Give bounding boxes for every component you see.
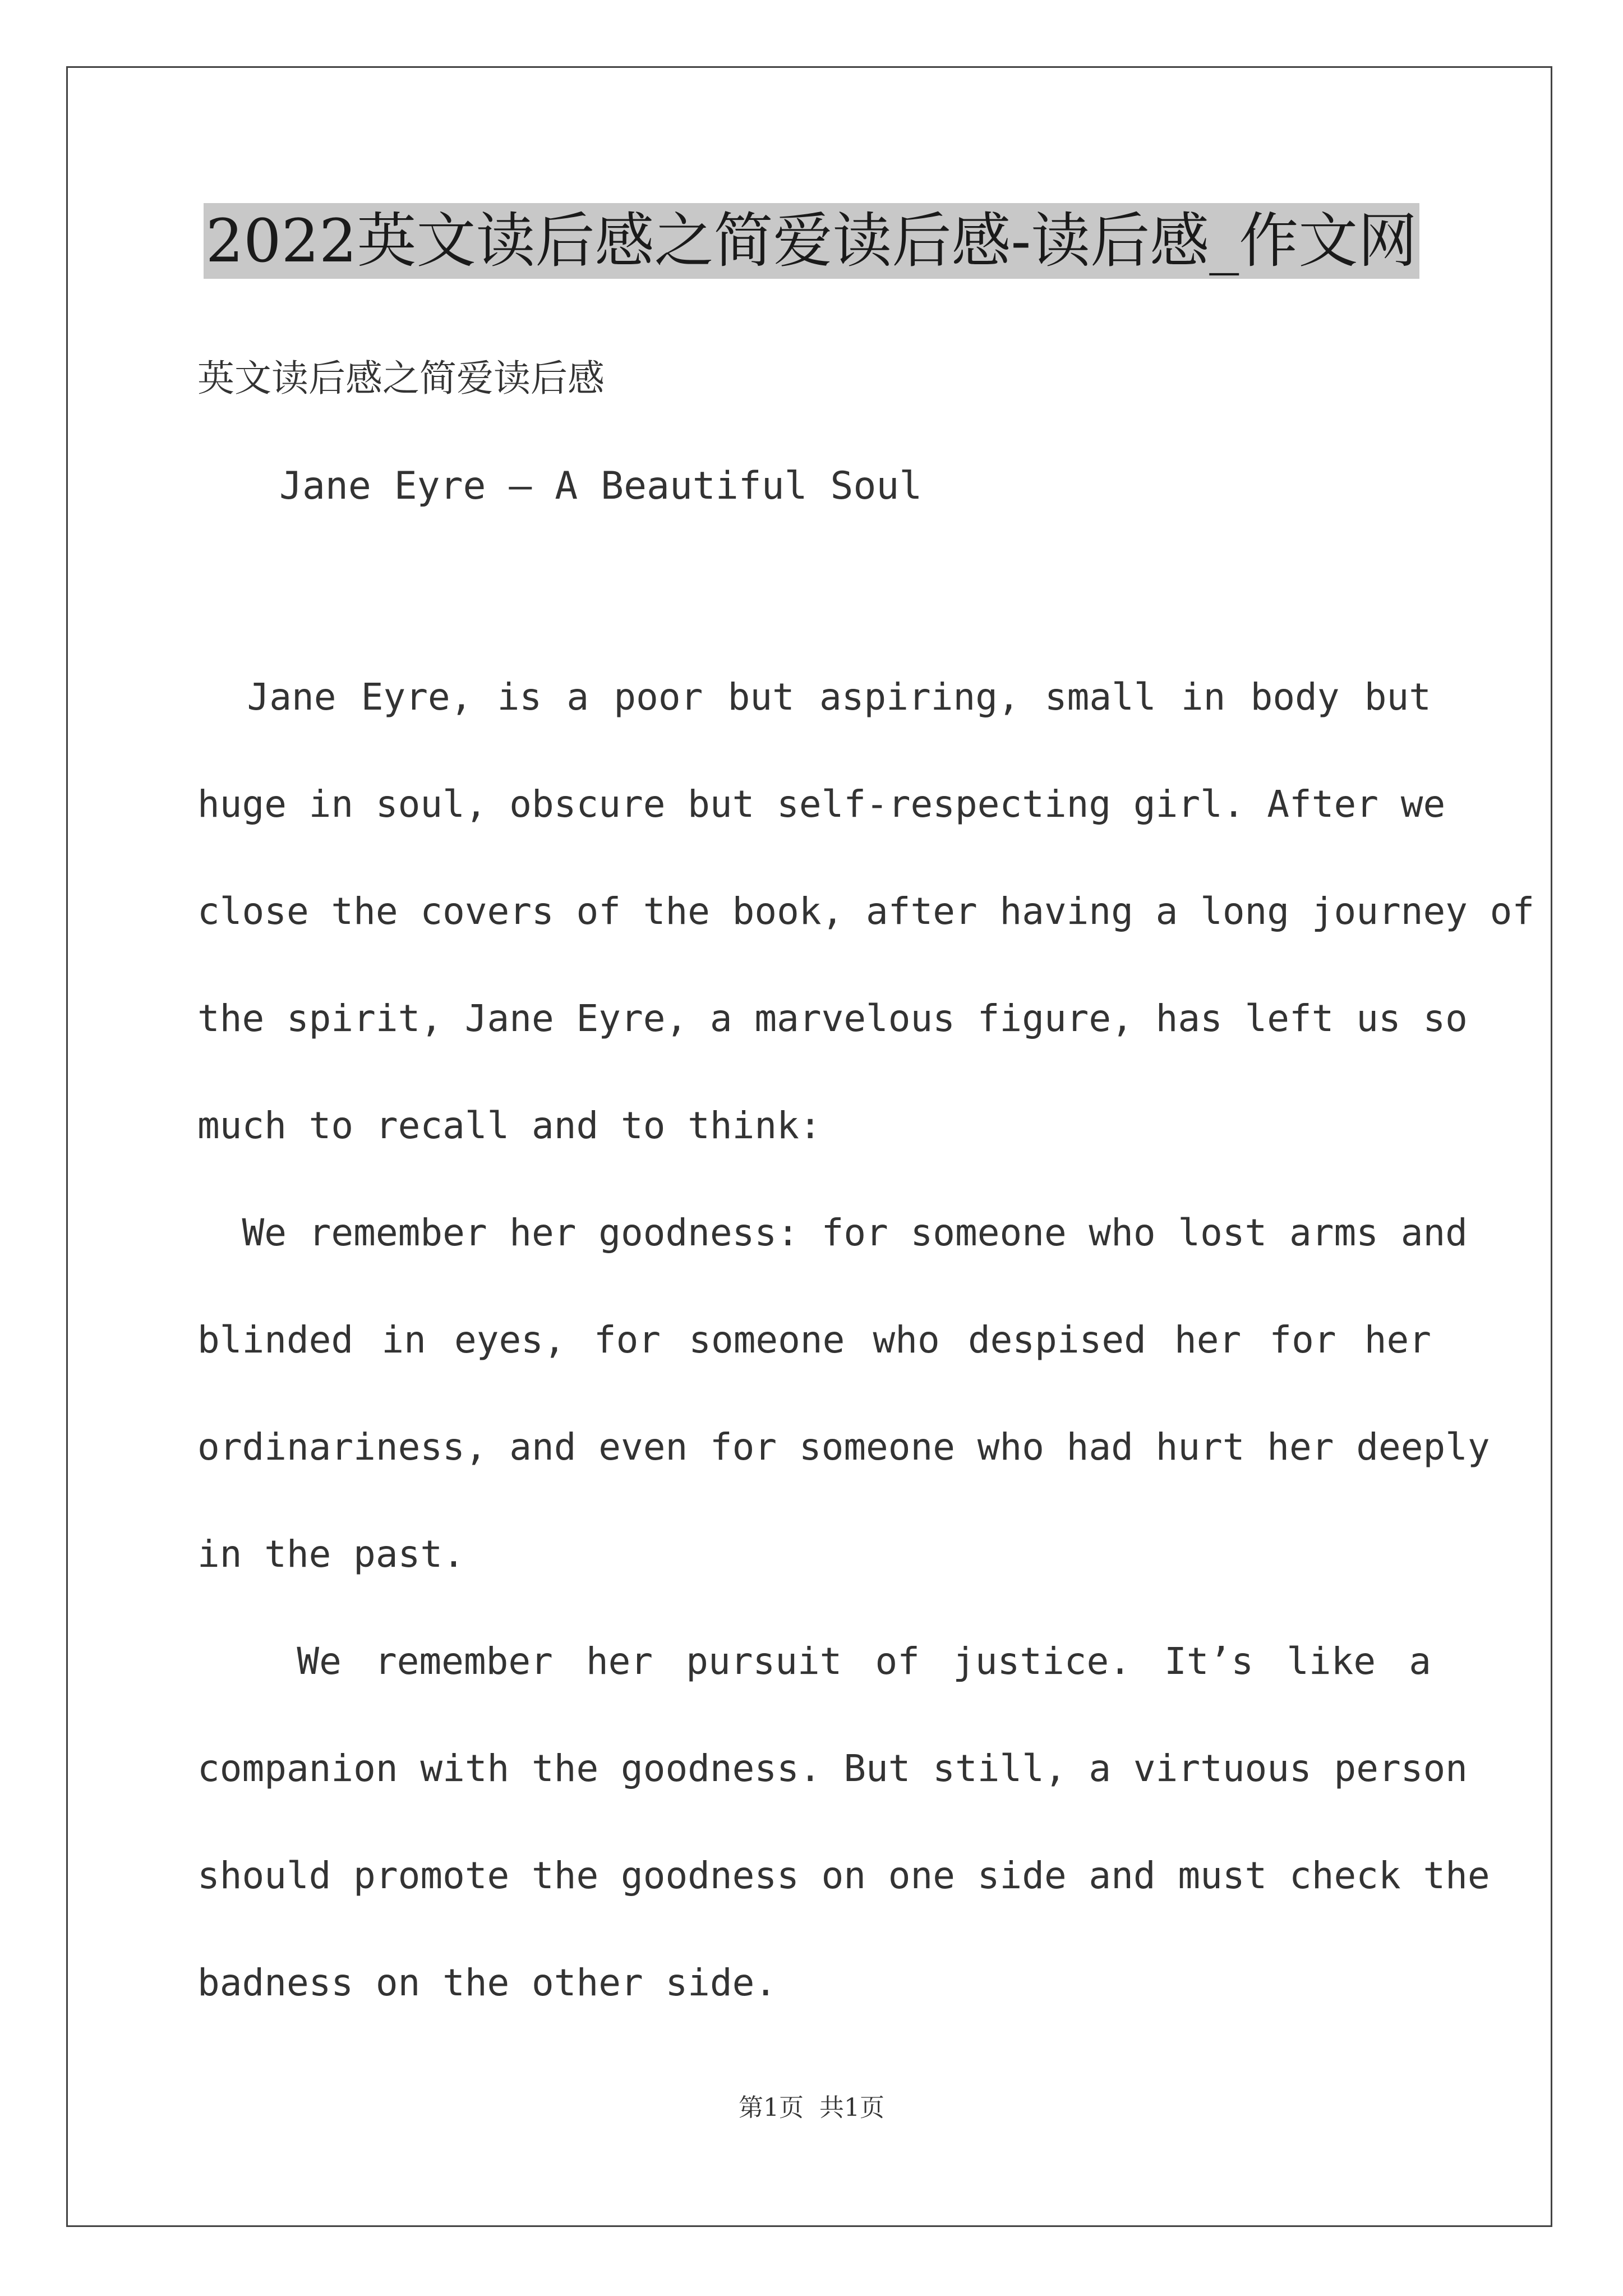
title-container: [0, 203, 1623, 279]
body-line: Jane Eyre, is a poor but aspiring, small in body but: [197, 675, 1431, 719]
body-line: in the past.: [197, 1533, 465, 1576]
body-line: ordinariness, and even for someone who had hurt her deeply: [197, 1425, 1490, 1469]
body-line: huge in soul, obscure but self-respecting girl. After we: [197, 783, 1446, 826]
body-line: close the covers of the book, after having a long journey of: [197, 890, 1535, 933]
body-line: should promote the goodness on one side and must check the: [197, 1854, 1490, 1897]
essay-heading: Jane Eyre — A Beautiful Soul: [279, 464, 923, 508]
body-line: the spirit, Jane Eyre, a marvelous figure, has left us so: [197, 997, 1468, 1040]
document-title: 2022英文读后感之简爱读后感-读后感_作文网: [204, 203, 1420, 279]
body-line: much to recall and to think:: [197, 1104, 822, 1147]
page-footer: 第1页 共1页: [739, 2093, 884, 2122]
body-line: badness on the other side.: [197, 1961, 777, 2004]
body-line: We remember her goodness: for someone who lost arms and: [197, 1211, 1468, 1254]
document-subtitle: 英文读后感之简爱读后感: [197, 357, 605, 400]
body-line: blinded in eyes, for someone who despised her for her: [197, 1318, 1431, 1361]
body-line: We remember her pursuit of justice. It’s like a: [197, 1640, 1431, 1683]
body-line: companion with the goodness. But still, a virtuous person: [197, 1747, 1468, 1790]
